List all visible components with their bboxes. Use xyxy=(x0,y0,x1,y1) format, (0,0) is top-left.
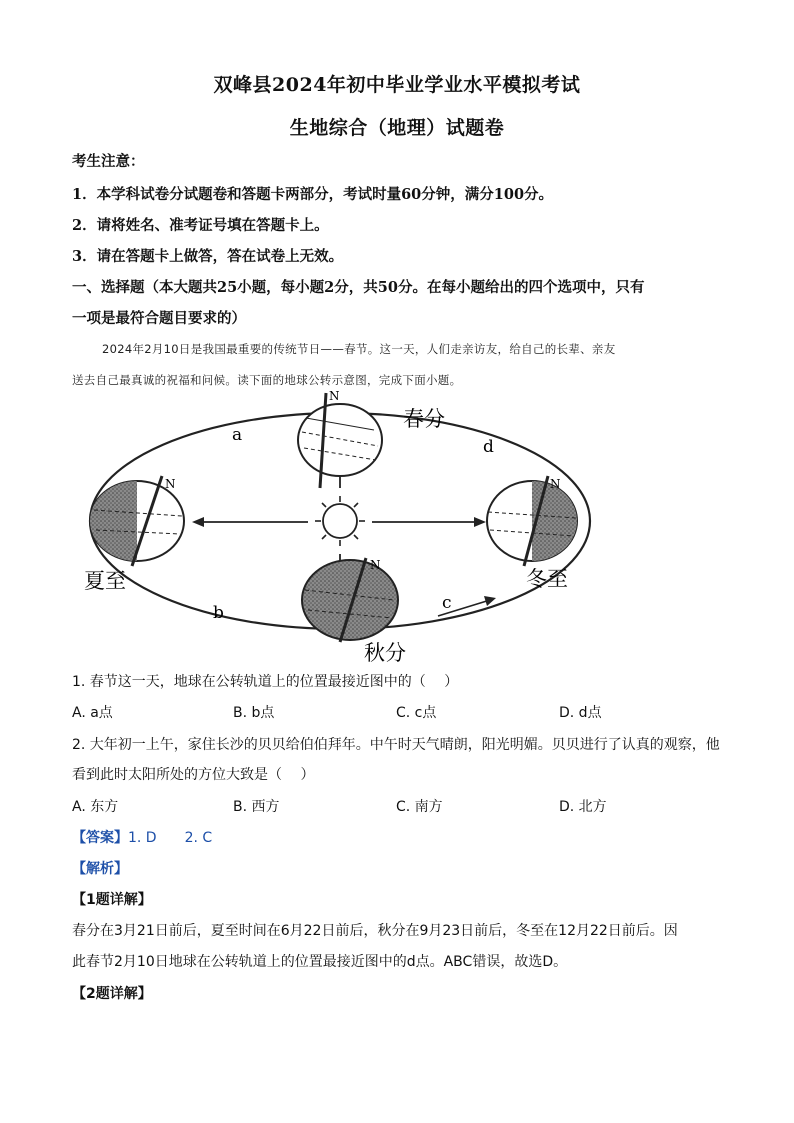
label-winter: 冬至 xyxy=(526,567,568,591)
section-heading-line1: 一、选择题（本大题共25小题，每小题2分，共50分。在每小题给出的四个选项中，只有 xyxy=(72,279,645,296)
exam-subtitle: 生地综合（地理）试题卷 xyxy=(289,117,505,139)
label-autumn: 秋分 xyxy=(364,641,406,665)
q2-option-c: C. 南方 xyxy=(396,799,443,815)
notice-item-1: 1．本学科试卷分试题卷和答题卡两部分，考试时量60分钟，满分100分。 xyxy=(72,186,554,203)
label-summer: 夏至 xyxy=(84,569,126,593)
answer-text: 1. D 2. C xyxy=(128,830,213,846)
svg-text:N: N xyxy=(165,477,176,491)
intro-line1: 2024年2月10日是我国最重要的传统节日——春节。这一天，人们走亲访友，给自己的长辈、亲友 xyxy=(102,342,616,356)
answer-tag: 【答案】 xyxy=(72,830,128,846)
q1-option-d: D. d点 xyxy=(559,705,602,721)
label-a: a xyxy=(232,425,243,445)
analysis-tag: 【解析】 xyxy=(72,861,128,877)
notice-heading: 考生注意： xyxy=(72,153,145,170)
question-2-stem-line2: 看到此时太阳所处的方位大致是（ ） xyxy=(72,767,315,783)
q2-option-a: A. 东方 xyxy=(72,799,119,815)
exam-title: 双峰县2024年初中毕业学业水平模拟考试 xyxy=(213,74,581,96)
analysis-line xyxy=(72,858,128,878)
q2-option-b: B. 西方 xyxy=(233,799,280,815)
globe-summer-solstice xyxy=(90,476,184,566)
direction-arrowhead xyxy=(484,596,496,606)
svg-text:N: N xyxy=(550,477,561,491)
label-c: c xyxy=(442,593,452,613)
detail-2-heading: 【2题详解】 xyxy=(72,986,152,1002)
arrowhead-left xyxy=(192,517,204,527)
globe-autumn-equinox xyxy=(302,558,398,642)
arrowhead-right xyxy=(474,517,486,527)
sun-icon xyxy=(315,496,365,546)
svg-text:N: N xyxy=(370,558,381,572)
question-2-stem-line1: 2. 大年初一上午，家住长沙的贝贝给伯伯拜年。中午时天气晴朗，阳光明媚。贝贝进行了认真的观察，他 xyxy=(72,737,720,753)
globe-spring-equinox xyxy=(298,389,382,488)
section-heading-line2: 一项是最符合题目要求的） xyxy=(72,310,246,327)
detail-1-line1: 春分在3月21日前后，夏至时间在6月22日前后，秋分在9月23日前后，冬至在12月22日前后。因 xyxy=(72,923,678,939)
globe-winter-solstice xyxy=(487,476,577,566)
notice-item-3: 3．请在答题卡上做答，答在试卷上无效。 xyxy=(72,248,344,265)
notice-item-2: 2．请将姓名、准考证号填在答题卡上。 xyxy=(72,217,329,234)
detail-1-line2: 此春节2月10日地球在公转轨道上的位置最接近图中的d点。ABC错误，故选D。 xyxy=(72,954,568,970)
earth-revolution-diagram xyxy=(80,388,600,668)
svg-text:N: N xyxy=(329,389,340,403)
q1-option-c: C. c点 xyxy=(396,705,437,721)
intro-line2: 送去自己最真诚的祝福和问候。读下面的地球公转示意图，完成下面小题。 xyxy=(72,373,462,387)
answer-line xyxy=(72,827,212,847)
label-d: d xyxy=(483,437,494,457)
question-1-stem: 1. 春节这一天，地球在公转轨道上的位置最接近图中的（ ） xyxy=(72,674,459,690)
label-spring: 春分 xyxy=(403,407,445,431)
label-b: b xyxy=(213,603,224,623)
detail-1-heading: 【1题详解】 xyxy=(72,892,152,908)
q1-option-a: A. a点 xyxy=(72,705,113,721)
q1-option-b: B. b点 xyxy=(233,705,275,721)
q2-option-d: D. 北方 xyxy=(559,799,607,815)
